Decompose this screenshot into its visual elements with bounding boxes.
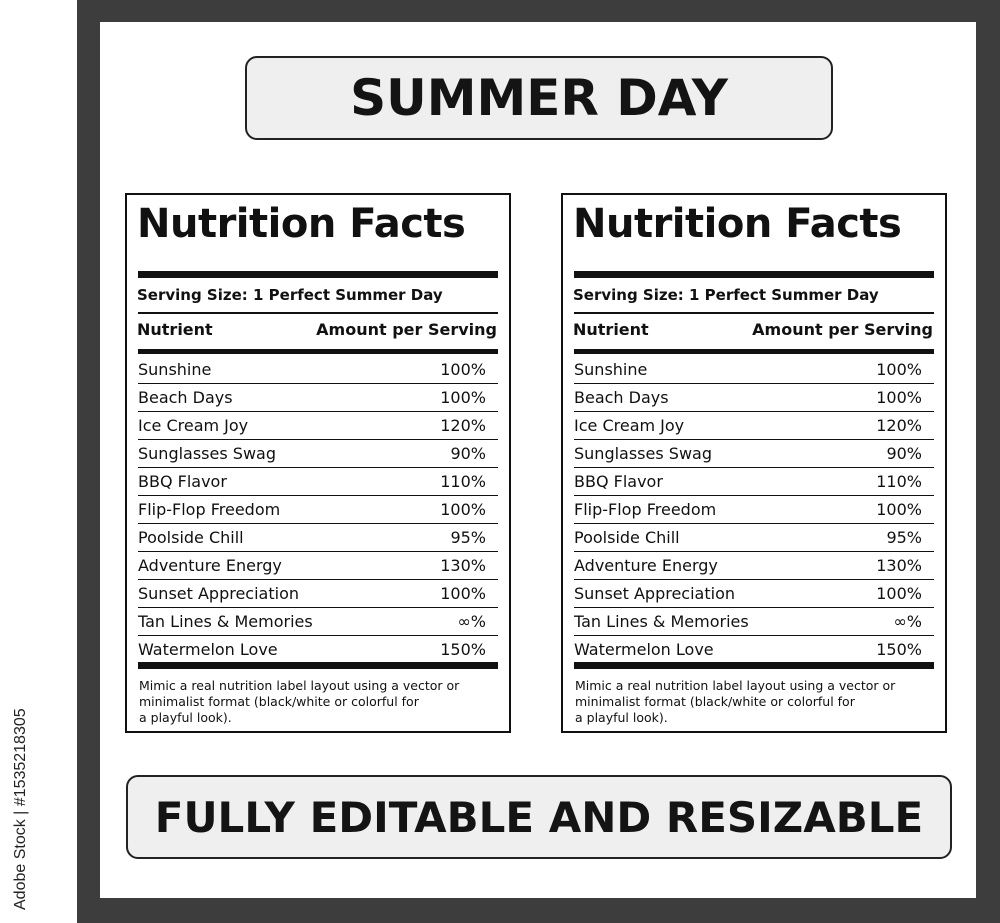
nutrient-value: 110% bbox=[440, 472, 486, 491]
label-heading: Nutrition Facts bbox=[137, 201, 466, 247]
nutrient-row bbox=[138, 412, 498, 440]
nutrient-value: ∞% bbox=[893, 612, 922, 631]
nutrient-name: Adventure Energy bbox=[138, 556, 282, 575]
nutrient-value: 130% bbox=[440, 556, 486, 575]
nutrient-name: Sunset Appreciation bbox=[574, 584, 735, 603]
nutrient-row bbox=[138, 636, 498, 664]
nutrient-value: 100% bbox=[440, 500, 486, 519]
column-header-nutrient: Nutrient bbox=[137, 320, 213, 339]
divider-thick bbox=[574, 662, 934, 669]
nutrient-name: Sunglasses Swag bbox=[574, 444, 712, 463]
nutrient-name: BBQ Flavor bbox=[574, 472, 663, 491]
nutrient-row bbox=[574, 580, 934, 608]
nutrient-value: ∞% bbox=[457, 612, 486, 631]
divider-thin bbox=[138, 312, 498, 314]
nutrient-name: Flip-Flop Freedom bbox=[574, 500, 717, 519]
column-header-amount: Amount per Serving bbox=[752, 320, 933, 339]
column-header-nutrient: Nutrient bbox=[573, 320, 649, 339]
footer-banner: FULLY EDITABLE AND RESIZABLE bbox=[126, 775, 952, 859]
stock-watermark bbox=[8, 682, 32, 922]
nutrient-row bbox=[138, 356, 498, 384]
nutrient-name: Watermelon Love bbox=[574, 640, 714, 659]
nutrient-value: 95% bbox=[886, 528, 922, 547]
nutrient-value: 120% bbox=[876, 416, 922, 435]
nutrient-row bbox=[574, 412, 934, 440]
nutrient-row bbox=[574, 636, 934, 664]
nutrition-label-right bbox=[561, 193, 947, 733]
nutrient-value: 110% bbox=[876, 472, 922, 491]
label-heading: Nutrition Facts bbox=[573, 201, 902, 247]
nutrient-value: 95% bbox=[450, 528, 486, 547]
nutrient-row bbox=[574, 468, 934, 496]
label-note: Mimic a real nutrition label layout using a vector or minimalist format (black/white or colorful for a playful look). bbox=[575, 678, 896, 725]
nutrient-name: Tan Lines & Memories bbox=[138, 612, 313, 631]
nutrient-row bbox=[138, 524, 498, 552]
nutrient-rows bbox=[138, 356, 498, 664]
nutrient-row bbox=[574, 524, 934, 552]
nutrient-name: Sunset Appreciation bbox=[138, 584, 299, 603]
nutrient-value: 90% bbox=[886, 444, 922, 463]
nutrient-rows bbox=[574, 356, 934, 664]
nutrient-name: Sunshine bbox=[138, 360, 212, 379]
watermark-text: Adobe Stock | #1535218305 bbox=[12, 708, 29, 910]
label-note: Mimic a real nutrition label layout using a vector or minimalist format (black/white or colorful for a playful look). bbox=[139, 678, 460, 725]
divider-medium bbox=[138, 349, 498, 354]
nutrient-value: 150% bbox=[440, 640, 486, 659]
nutrient-name: Beach Days bbox=[138, 388, 233, 407]
nutrient-value: 130% bbox=[876, 556, 922, 575]
nutrient-name: Ice Cream Joy bbox=[138, 416, 249, 435]
nutrient-value: 120% bbox=[440, 416, 486, 435]
divider-thin bbox=[574, 312, 934, 314]
serving-size: Serving Size: 1 Perfect Summer Day bbox=[573, 286, 879, 304]
nutrition-label-left bbox=[125, 193, 511, 733]
nutrient-row bbox=[138, 552, 498, 580]
nutrient-name: Ice Cream Joy bbox=[574, 416, 685, 435]
nutrient-row bbox=[574, 356, 934, 384]
nutrient-row bbox=[574, 496, 934, 524]
divider-medium bbox=[574, 349, 934, 354]
divider-thick bbox=[138, 271, 498, 278]
nutrient-value: 100% bbox=[876, 584, 922, 603]
nutrient-value: 100% bbox=[876, 360, 922, 379]
nutrient-value: 100% bbox=[876, 388, 922, 407]
nutrient-name: BBQ Flavor bbox=[138, 472, 227, 491]
nutrient-row bbox=[138, 468, 498, 496]
nutrient-row bbox=[574, 608, 934, 636]
nutrient-name: Watermelon Love bbox=[138, 640, 278, 659]
nutrient-name: Poolside Chill bbox=[138, 528, 244, 547]
serving-size: Serving Size: 1 Perfect Summer Day bbox=[137, 286, 443, 304]
nutrient-value: 100% bbox=[440, 360, 486, 379]
nutrient-row bbox=[574, 440, 934, 468]
nutrient-value: 150% bbox=[876, 640, 922, 659]
nutrient-value: 90% bbox=[450, 444, 486, 463]
nutrient-name: Adventure Energy bbox=[574, 556, 718, 575]
nutrient-name: Flip-Flop Freedom bbox=[138, 500, 281, 519]
nutrient-row bbox=[138, 496, 498, 524]
nutrient-row bbox=[138, 608, 498, 636]
column-header-amount: Amount per Serving bbox=[316, 320, 497, 339]
nutrient-row bbox=[574, 384, 934, 412]
title-banner: SUMMER DAY bbox=[245, 56, 833, 140]
nutrient-name: Tan Lines & Memories bbox=[574, 612, 749, 631]
divider-thick bbox=[574, 271, 934, 278]
nutrient-row bbox=[138, 580, 498, 608]
nutrient-name: Sunglasses Swag bbox=[138, 444, 276, 463]
nutrient-row bbox=[574, 552, 934, 580]
nutrient-name: Sunshine bbox=[574, 360, 648, 379]
nutrient-value: 100% bbox=[440, 388, 486, 407]
divider-thick bbox=[138, 662, 498, 669]
nutrient-value: 100% bbox=[876, 500, 922, 519]
nutrient-row bbox=[138, 440, 498, 468]
nutrient-name: Beach Days bbox=[574, 388, 669, 407]
nutrient-row bbox=[138, 384, 498, 412]
nutrient-value: 100% bbox=[440, 584, 486, 603]
nutrient-name: Poolside Chill bbox=[574, 528, 680, 547]
